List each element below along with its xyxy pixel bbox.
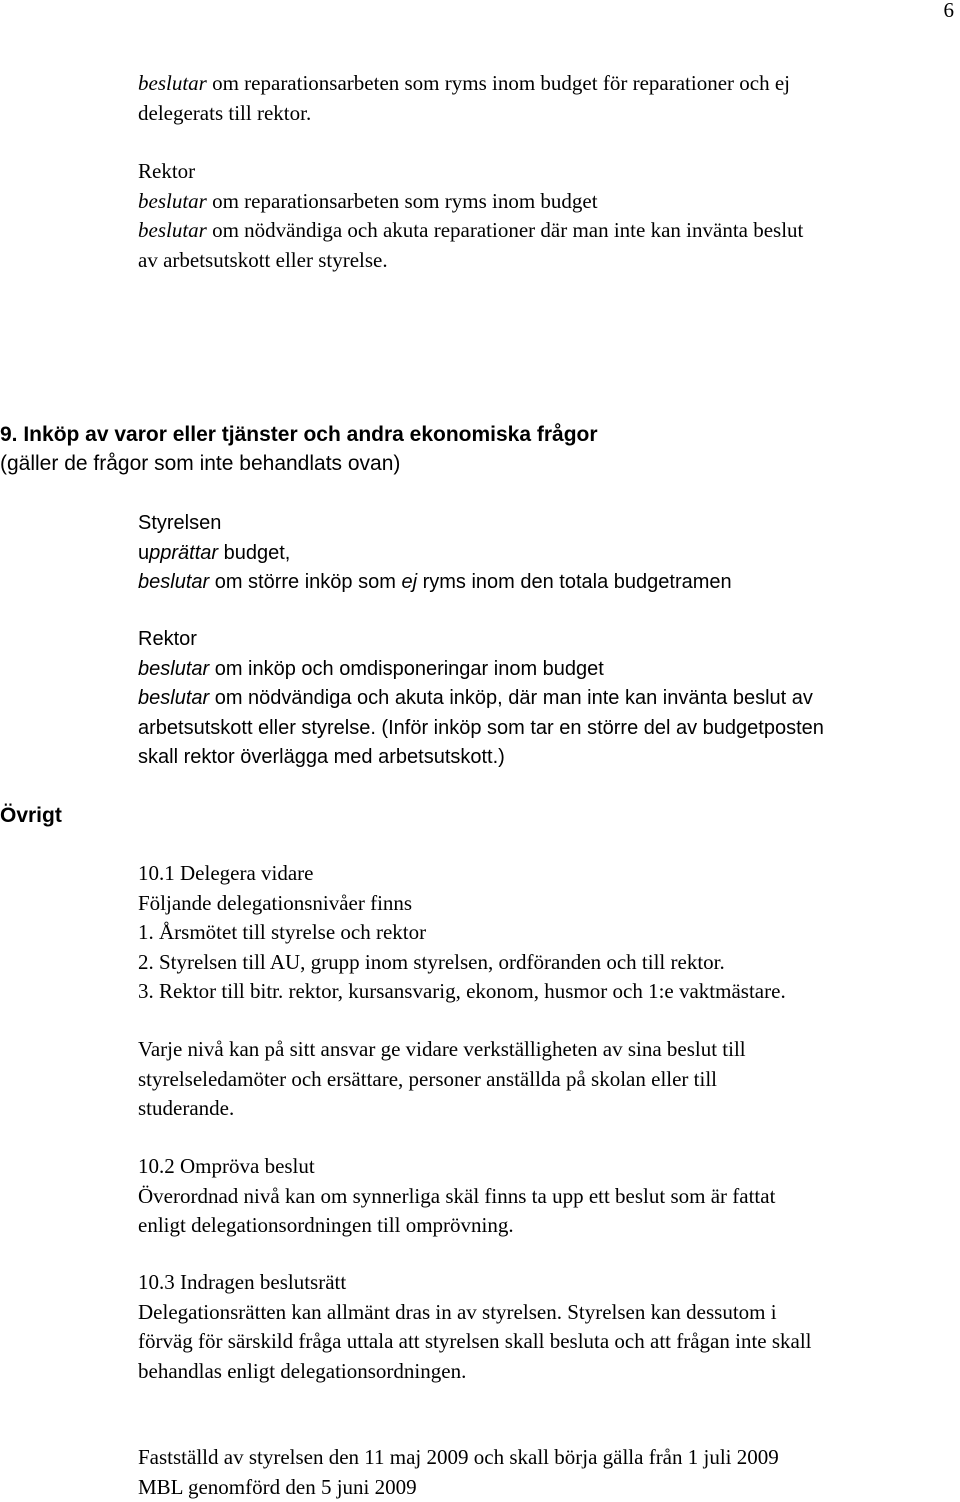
role-label: Styrelsen bbox=[138, 509, 948, 539]
text-line: Varje nivå kan på sitt ansvar ge vidare verkställigheten av sina beslut till bbox=[138, 1035, 948, 1065]
text-span: om nödvändiga och akuta inköp, där man inte kan invänta beslut av bbox=[209, 687, 813, 709]
text-line bbox=[138, 69, 948, 99]
rektor-reparation-block bbox=[138, 157, 948, 275]
text-span: om inköp och omdisponeringar inom budget bbox=[209, 658, 604, 680]
text-span: budget, bbox=[218, 542, 290, 564]
text-span: ryms inom den totala budgetramen bbox=[417, 571, 732, 593]
rektor-inkop-block bbox=[138, 625, 948, 773]
italic-verb: beslutar bbox=[138, 218, 207, 242]
italic-verb: beslutar bbox=[138, 571, 209, 593]
page-number: 6 bbox=[944, 0, 955, 21]
text-span: om reparationsarbeten som ryms inom budget bbox=[207, 189, 598, 213]
text-line: delegerats till rektor. bbox=[138, 99, 948, 129]
text-line: styrelseledamöter och ersättare, personer anställda på skolan eller till bbox=[138, 1065, 948, 1095]
text-line bbox=[138, 684, 948, 714]
role-label: Rektor bbox=[138, 625, 948, 655]
text-span: u bbox=[138, 542, 149, 564]
reparation-continuation bbox=[138, 69, 948, 128]
subheading: 10.2 Ompröva beslut bbox=[138, 1152, 948, 1182]
delegera-vidare-block bbox=[138, 859, 948, 1007]
indragen-beslutsratt-block bbox=[138, 1268, 948, 1386]
text-line: arbetsutskott eller styrelse. (Inför inköp som tar en större del av budgetposten bbox=[138, 714, 948, 744]
text-line: Följande delegationsnivåer finns bbox=[138, 889, 948, 919]
mbl-line: MBL genomförd den 5 juni 2009 bbox=[138, 1473, 948, 1502]
text-line: Delegationsrätten kan allmänt dras in av styrelsen. Styrelsen kan dessutom i bbox=[138, 1298, 948, 1328]
italic-verb: beslutar bbox=[138, 71, 207, 95]
italic-verb: beslutar bbox=[138, 658, 209, 680]
section-subtitle: (gäller de frågor som inte behandlats ovan) bbox=[0, 449, 598, 478]
text-line bbox=[138, 187, 948, 217]
italic-verb: beslutar bbox=[138, 687, 209, 709]
list-item: 1. Årsmötet till styrelse och rektor bbox=[138, 918, 948, 948]
text-line: behandlas enligt delegationsordningen. bbox=[138, 1357, 948, 1387]
list-item: 3. Rektor till bitr. rektor, kursansvarig, ekonom, husmor och 1:e vaktmästare. bbox=[138, 977, 948, 1007]
section-title: 9. Inköp av varor eller tjänster och andra ekonomiska frågor bbox=[0, 420, 598, 449]
text-line: Överordnad nivå kan om synnerliga skäl finns ta upp ett beslut som är fattat bbox=[138, 1182, 948, 1212]
text-line bbox=[138, 655, 948, 685]
section-9-heading bbox=[0, 420, 598, 478]
italic-verb: pprättar bbox=[149, 542, 218, 564]
text-line: skall rektor överlägga med arbetsutskott.) bbox=[138, 743, 948, 773]
text-line bbox=[138, 568, 948, 598]
italic-verb: beslutar bbox=[138, 189, 207, 213]
varje-niva-paragraph bbox=[138, 1035, 948, 1124]
text-line: förväg för särskild fråga uttala att styrelsen skall besluta och att frågan inte skall bbox=[138, 1327, 948, 1357]
text-line: av arbetsutskott eller styrelse. bbox=[138, 246, 948, 276]
role-label: Rektor bbox=[138, 157, 948, 187]
list-item: 2. Styrelsen till AU, grupp inom styrelsen, ordföranden och till rektor. bbox=[138, 948, 948, 978]
subheading: 10.3 Indragen beslutsrätt bbox=[138, 1268, 948, 1298]
styrelsen-block bbox=[138, 509, 948, 598]
text-line bbox=[138, 539, 948, 569]
italic-word: ej bbox=[401, 571, 417, 593]
text-line bbox=[138, 216, 948, 246]
text-span: om reparationsarbeten som ryms inom budget för reparationer och ej bbox=[207, 71, 790, 95]
text-span: om större inköp som bbox=[209, 571, 401, 593]
text-line: studerande. bbox=[138, 1094, 948, 1124]
text-span: om nödvändiga och akuta reparationer där man inte kan invänta beslut bbox=[207, 218, 804, 242]
adopted-line: Fastställd av styrelsen den 11 maj 2009 och skall börja gälla från 1 juli 2009 bbox=[138, 1443, 948, 1473]
text-line: enligt delegationsordningen till omprövning. bbox=[138, 1211, 948, 1241]
subheading: 10.1 Delegera vidare bbox=[138, 859, 948, 889]
ompröva-beslut-block bbox=[138, 1152, 948, 1241]
document-footer bbox=[138, 1443, 948, 1502]
ovrigt-heading: Övrigt bbox=[0, 801, 62, 830]
